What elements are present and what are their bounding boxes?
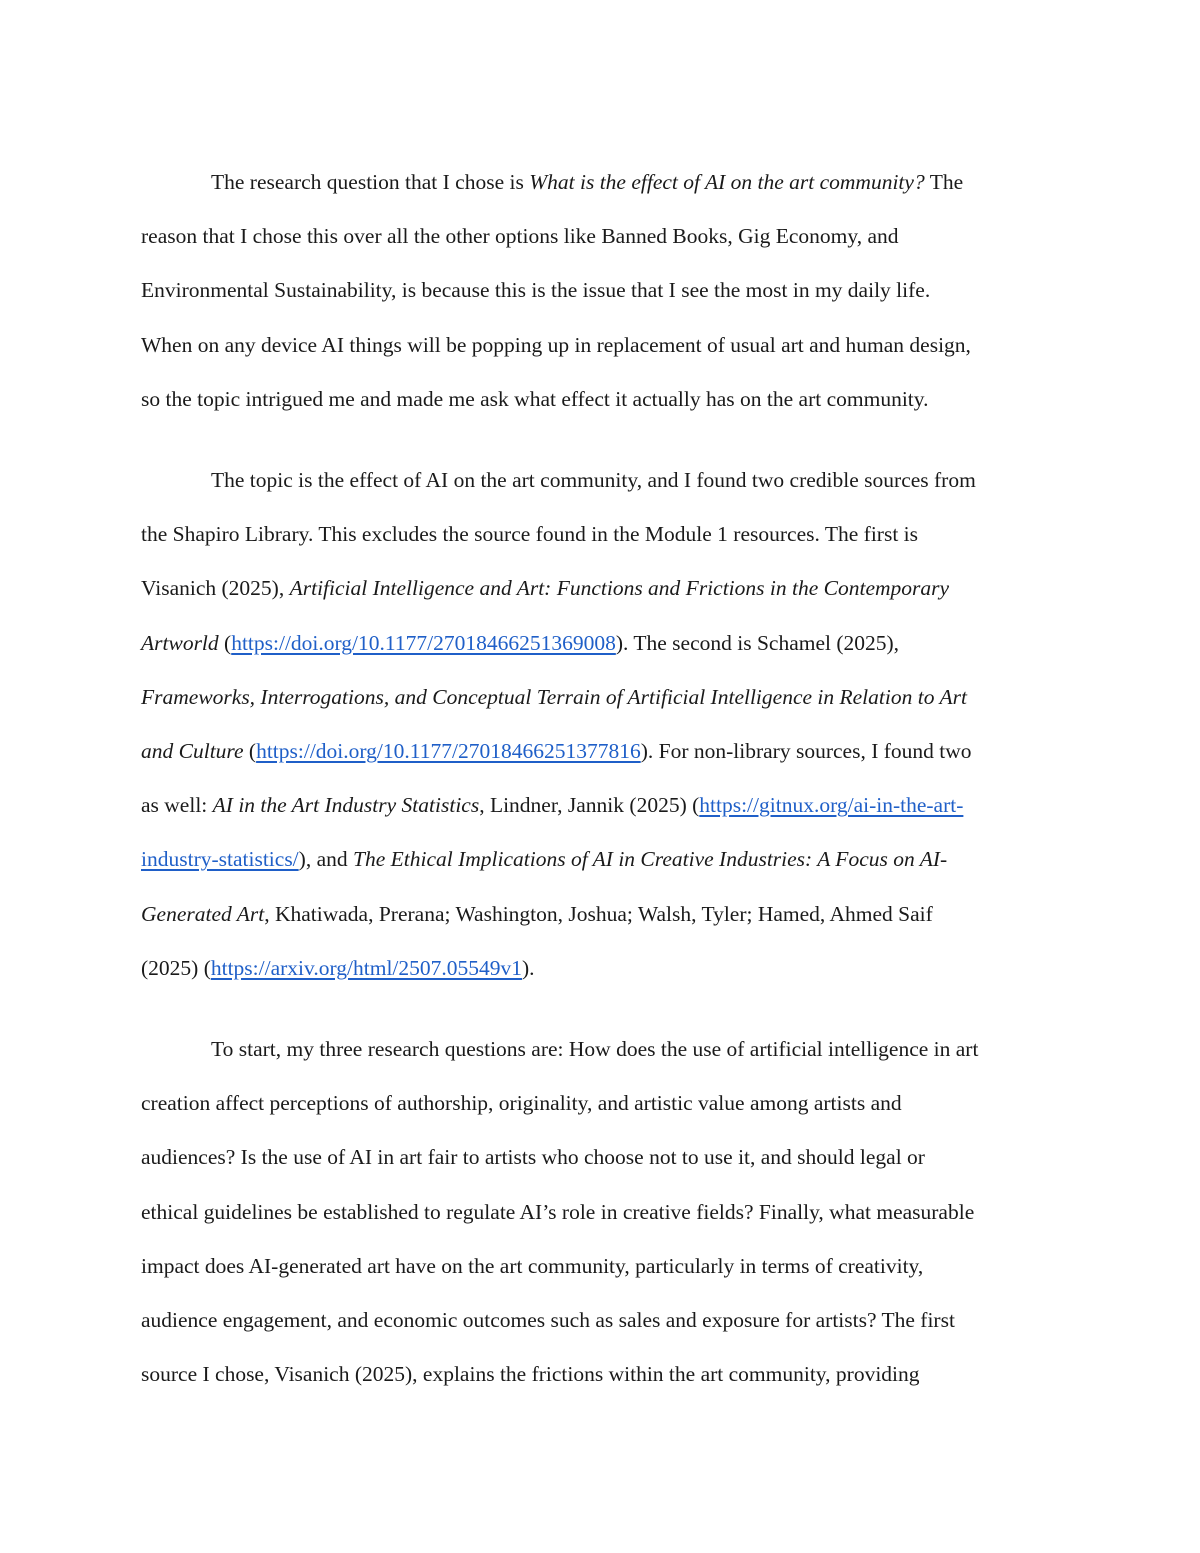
hyperlink[interactable]: https://doi.org/10.1177/27018466251377816 xyxy=(256,739,641,764)
text-run: ), and xyxy=(298,847,353,872)
italic-title: Artificial Intelligence and Art: Functions and Frictions in the Contemporary xyxy=(289,576,950,601)
text-line xyxy=(141,724,1059,778)
text-run: ethical guidelines be established to regulate AI’s role in creative fields? Finally, what measurable xyxy=(141,1199,975,1224)
paragraph-3 xyxy=(141,1022,1059,1401)
text-run: audience engagement, and economic outcomes such as sales and exposure for artists? The first xyxy=(141,1308,955,1333)
text-run: (2025) ( xyxy=(141,955,211,980)
hyperlink[interactable]: industry-statistics/ xyxy=(141,847,299,872)
italic-title: Generated Art xyxy=(141,901,265,926)
text-run: Visanich (2025), xyxy=(141,576,290,601)
text-run: the Shapiro Library. This excludes the source found in the Module 1 resources. The first is xyxy=(141,522,919,547)
text-run: ). The second is Schamel (2025), xyxy=(615,630,900,655)
text-line xyxy=(141,1347,1059,1401)
paragraph-2 xyxy=(141,453,1059,995)
italic-title: AI in the Art Industry Statistics xyxy=(212,793,480,818)
text-run: , Khatiwada, Prerana; Washington, Joshua; Walsh, Tyler; Hamed, Ahmed Saif xyxy=(264,901,933,926)
text-run: so the topic intrigued me and made me ask what effect it actually has on the art community. xyxy=(141,386,929,411)
text-line xyxy=(141,1130,1059,1184)
text-line xyxy=(141,941,1059,995)
text-run: audiences? Is the use of AI in art fair to artists who choose not to use it, and should legal or xyxy=(141,1145,925,1170)
text-line xyxy=(141,616,1059,670)
document-body xyxy=(141,155,1059,1428)
text-line xyxy=(141,372,1059,426)
italic-title: Frameworks, Interrogations, and Conceptual Terrain of Artificial Intelligence in Relation to Art xyxy=(141,684,967,709)
italic-title: The Ethical Implications of AI in Creative Industries: A Focus on AI- xyxy=(353,847,948,872)
text-run: impact does AI-generated art have on the art community, particularly in terms of creativity, xyxy=(141,1253,924,1278)
text-run: , Lindner, Jannik (2025) ( xyxy=(479,793,700,818)
text-run: as well: xyxy=(141,793,213,818)
text-run: ( xyxy=(243,739,257,764)
text-line xyxy=(141,670,1059,724)
text-run: Environmental Sustainability, is because this is the issue that I see the most in my daily life. xyxy=(141,278,931,303)
text-line xyxy=(141,453,1059,507)
text-run: The topic is the effect of AI on the art community, and I found two credible sources from xyxy=(211,468,976,493)
text-line xyxy=(141,1239,1059,1293)
text-run: creation affect perceptions of authorship, originality, and artistic value among artists and xyxy=(141,1091,902,1116)
text-line xyxy=(141,832,1059,886)
text-run: ( xyxy=(218,630,232,655)
text-line xyxy=(141,778,1059,832)
italic-title: Artworld xyxy=(141,630,219,655)
paragraph-1 xyxy=(141,155,1059,426)
text-line xyxy=(141,1293,1059,1347)
text-line xyxy=(141,1022,1059,1076)
text-run: reason that I chose this over all the other options like Banned Books, Gig Economy, and xyxy=(141,224,899,249)
text-run: The xyxy=(924,170,964,194)
text-line xyxy=(141,209,1059,263)
text-line xyxy=(141,155,1059,209)
italic-title: What is the effect of AI on the art community? xyxy=(529,170,925,194)
text-line xyxy=(141,561,1059,615)
text-run: ). For non-library sources, I found two xyxy=(640,739,972,764)
hyperlink[interactable]: https://gitnux.org/ai-in-the-art- xyxy=(699,793,964,818)
text-line xyxy=(141,1185,1059,1239)
hyperlink[interactable]: https://doi.org/10.1177/27018466251369008 xyxy=(231,630,616,655)
text-run: source I chose, Visanich (2025), explains the frictions within the art community, providing xyxy=(141,1362,920,1387)
italic-title: and Culture xyxy=(141,739,244,764)
text-run: The research question that I chose is xyxy=(211,170,530,194)
text-line xyxy=(141,318,1059,372)
text-run: When on any device AI things will be popping up in replacement of usual art and human design, xyxy=(141,332,971,357)
text-line xyxy=(141,263,1059,317)
text-line xyxy=(141,887,1059,941)
hyperlink[interactable]: https://arxiv.org/html/2507.05549v1 xyxy=(210,955,523,980)
text-run: ). xyxy=(522,955,535,980)
text-line xyxy=(141,507,1059,561)
text-line xyxy=(141,1076,1059,1130)
text-run: To start, my three research questions are: How does the use of artificial intelligence in art xyxy=(211,1037,979,1062)
